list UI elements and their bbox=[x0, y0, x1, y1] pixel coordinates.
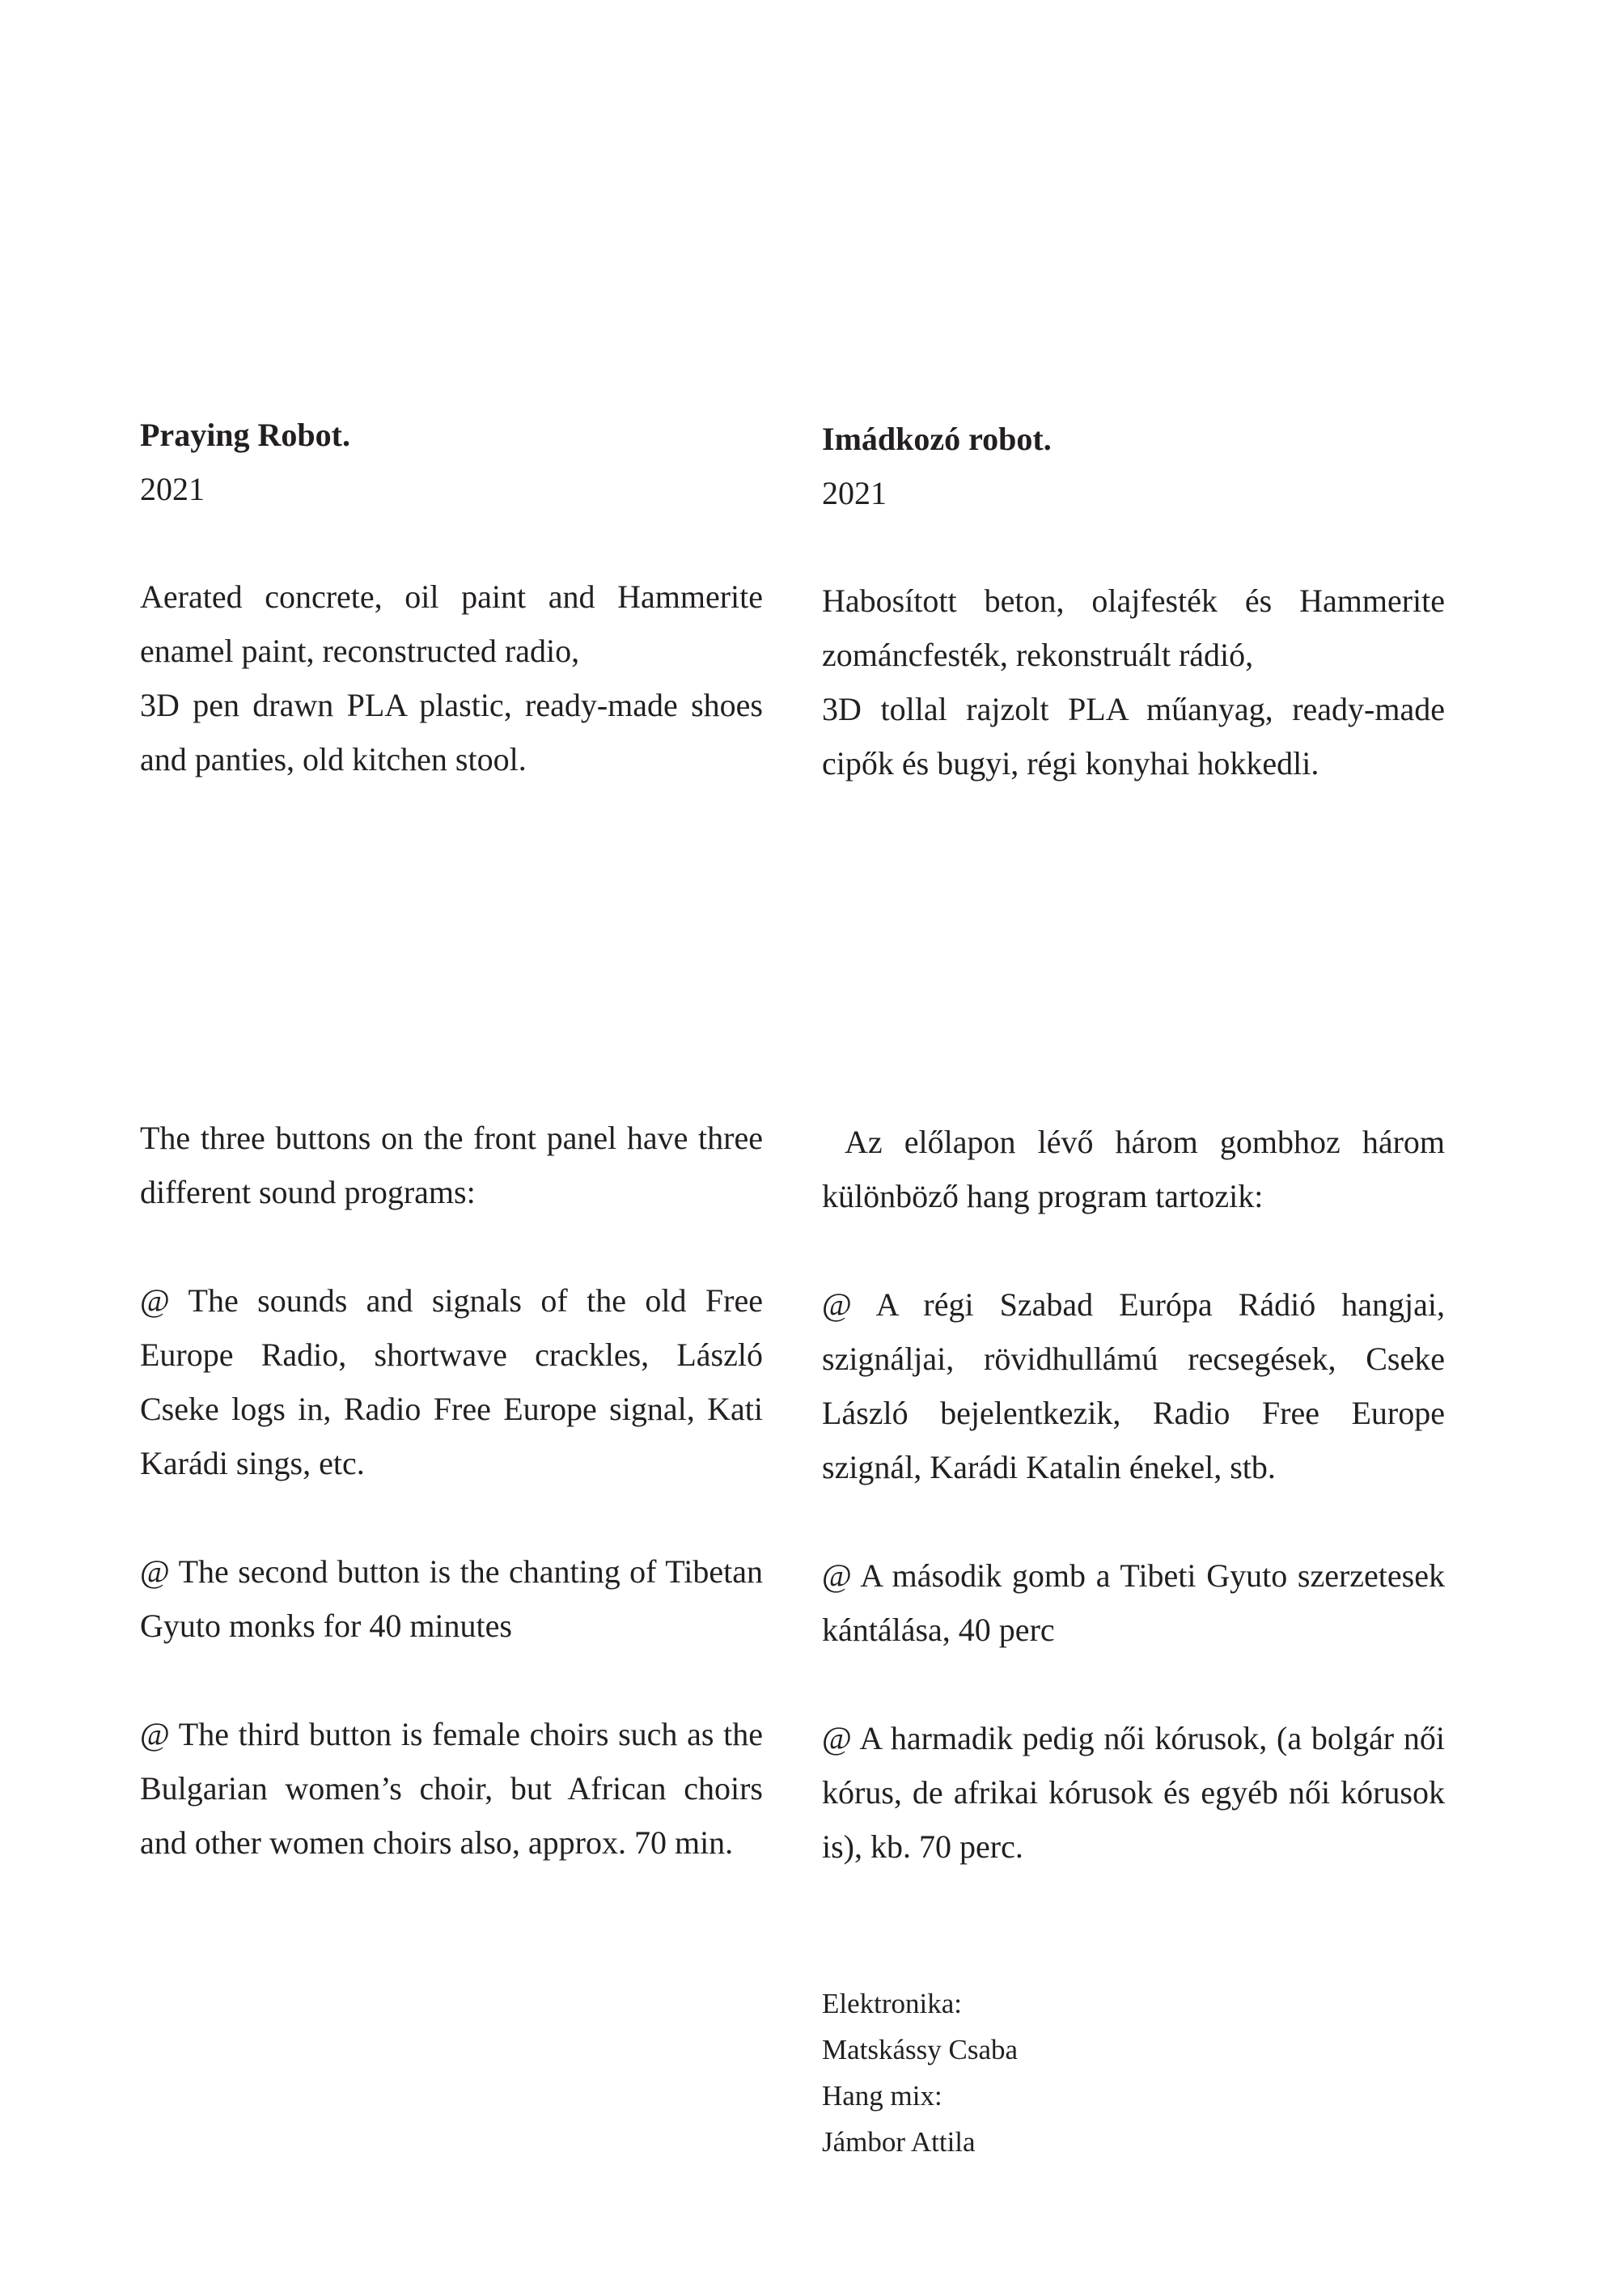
credits-electronics-name: Matskássy Csaba bbox=[822, 2034, 1019, 2065]
hungarian-list-item bbox=[822, 1277, 1445, 1494]
english-title: Praying Robot. bbox=[140, 417, 350, 453]
english-materials-line: 3D pen drawn PLA plastic, ready-made shoes and panties, old kitchen stool. bbox=[140, 687, 763, 777]
english-intro-block bbox=[140, 1111, 763, 1219]
hungarian-item-text: @ A régi Szabad Európa Rádió hangjai, szignáljai, rövidhullámú recsegések, Cseke László bejelentkezik, Radio Free Europe szignál, Karádi Katalin énekel, stb. bbox=[822, 1286, 1445, 1485]
hungarian-item-text: @ A második gomb a Tibeti Gyuto szerzetesek kántálása, 40 perc bbox=[822, 1557, 1445, 1648]
english-list-item bbox=[140, 1707, 763, 1870]
hungarian-title: Imádkozó robot. bbox=[822, 421, 1052, 457]
credits-block bbox=[822, 1980, 1445, 2165]
hungarian-materials-line: 3D tollal rajzolt PLA műanyag, ready-made cipők és bugyi, régi konyhai hokkedli. bbox=[822, 691, 1445, 782]
english-item-text: @ The second button is the chanting of Tibetan Gyuto monks for 40 minutes bbox=[140, 1553, 763, 1644]
hungarian-materials bbox=[822, 574, 1445, 790]
hungarian-list-item bbox=[822, 1711, 1445, 1874]
english-title-block bbox=[140, 408, 763, 516]
english-list-item bbox=[140, 1544, 763, 1653]
english-materials-line: Aerated concrete, oil paint and Hammerite enamel paint, reconstructed radio, bbox=[140, 578, 763, 669]
hungarian-title-block bbox=[822, 412, 1445, 520]
hungarian-intro: Az előlapon lévő három gombhoz három különböző hang program tartozik: bbox=[822, 1124, 1445, 1214]
english-intro: The three buttons on the front panel have three different sound programs: bbox=[140, 1120, 763, 1210]
hungarian-item-text: @ A harmadik pedig női kórusok, (a bolgár női kórus, de afrikai kórusok és egyéb női kórusok is), kb. 70 perc. bbox=[822, 1720, 1445, 1865]
credits-mix-label: Hang mix: bbox=[822, 2080, 942, 2112]
english-list-item bbox=[140, 1273, 763, 1490]
hungarian-materials-line: Habosított beton, olajfesték és Hammerite zománcfesték, rekonstruált rádió, bbox=[822, 582, 1445, 673]
english-year: 2021 bbox=[140, 471, 205, 507]
hungarian-list-item bbox=[822, 1548, 1445, 1657]
english-materials bbox=[140, 570, 763, 786]
english-item-text: @ The sounds and signals of the old Free Europe Radio, shortwave crackles, László Cseke logs in, Radio Free Europe signal, Kati Karádi sings, etc. bbox=[140, 1282, 763, 1481]
english-item-text: @ The third button is female choirs such as the Bulgarian women’s choir, but African choirs and other women choirs also, approx. 70 min. bbox=[140, 1716, 763, 1861]
hungarian-intro-block bbox=[822, 1115, 1445, 1223]
credits-mix-name: Jámbor Attila bbox=[822, 2126, 976, 2158]
hungarian-year: 2021 bbox=[822, 475, 887, 511]
credits-electronics-label: Elektronika: bbox=[822, 1988, 963, 2019]
